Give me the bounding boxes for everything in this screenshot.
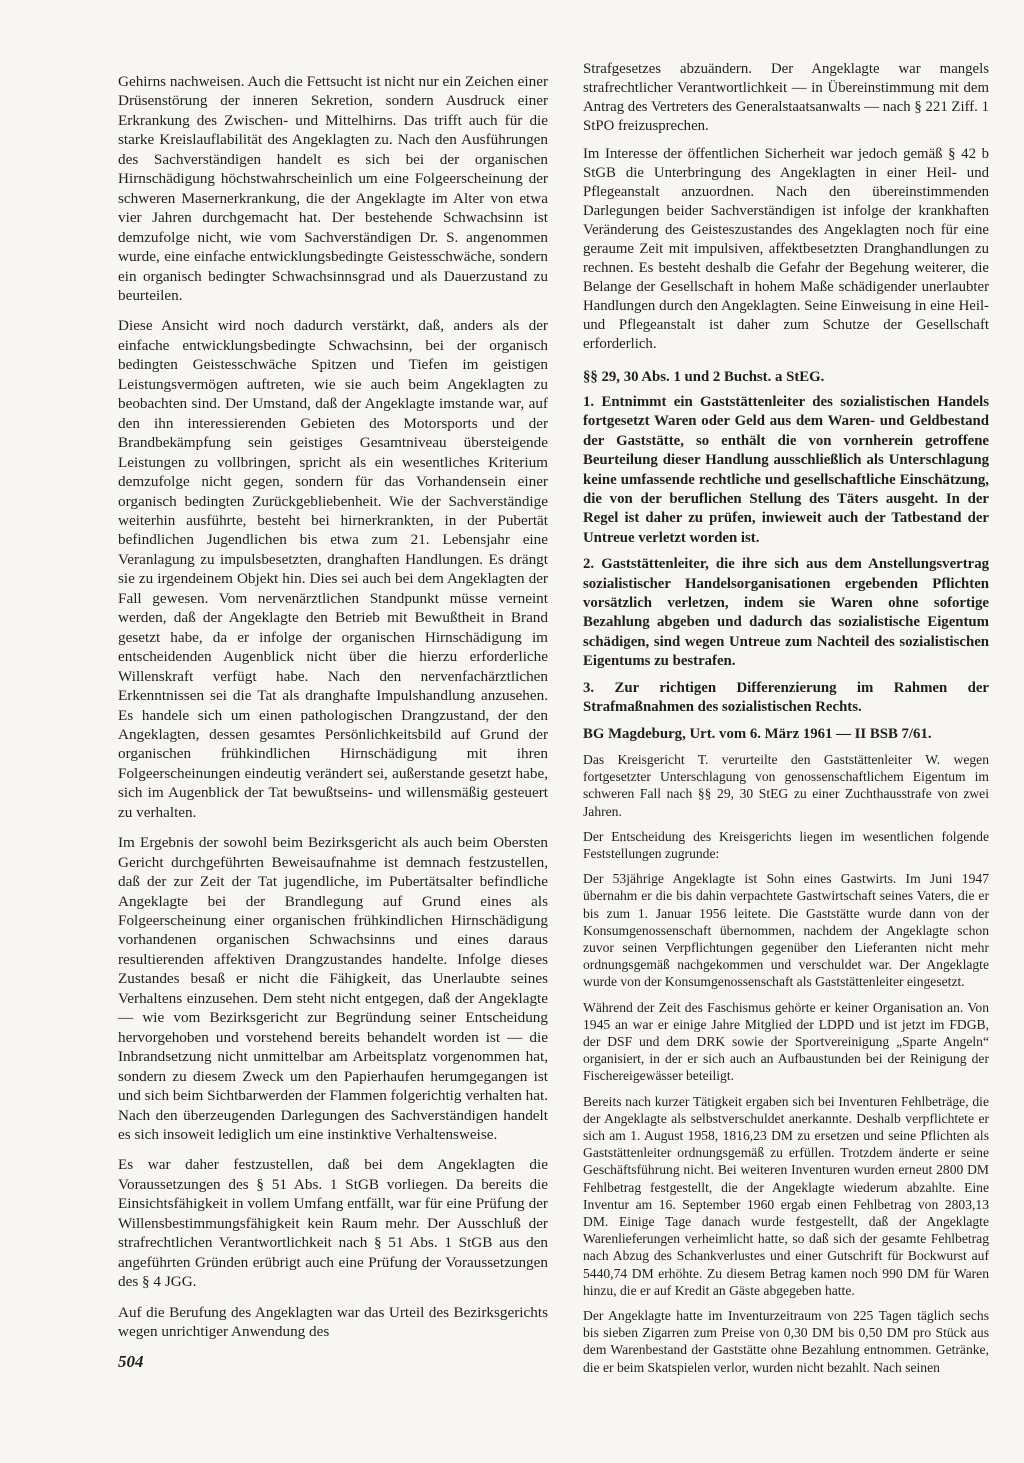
paragraph: Auf die Berufung des Angeklagten war das Urteil des Bezirksgerichts wegen unrichtiger Anwendung des xyxy=(118,1303,548,1341)
headnote: 1. Entnimmt ein Gaststättenleiter des sozialistischen Handels fortgesetzt Waren oder Geld aus dem Waren- und Geldbestand der Gaststätte, so enthält die von vornherein getroffene Beurteilung dieser Handlung ausschließlich als Unterschlagung keine umfassende rechtliche und gesellschaftliche Einschätzung, die von der beruflichen Stellung des Täters ausgeht. In der Regel ist daher zu prüfen, inwieweit auch der Tatbestand der Untreue verletzt worden ist. xyxy=(583,394,989,546)
paragraph: Das Kreisgericht T. verurteilte den Gaststättenleiter W. wegen fortgesetzter Unterschlagung von genossenschaftlichem Eigentum im schweren Fall nach §§ 29, 30 StEG zu einer Zuchthausstrafe von zwei Jahren. xyxy=(583,751,989,819)
paragraph: Der Angeklagte hatte im Inventurzeitraum von 225 Tagen täglich sechs bis sieben Zigarren zum Preise von 0,30 DM bis 0,50 DM pro Stück aus dem Warenbestand der Gaststätte ohne Bezahlung entnommen. Getränke, die er beim Skatspielen verlor, wurden nicht bezahlt. Nach seinen xyxy=(583,1308,989,1375)
paragraph: Während der Zeit des Faschismus gehörte er keiner Organisation an. Von 1945 an war er einige Jahre Mitglied der LDPD und ist jetzt im FDGB, der DSF und dem DRK sowie der Sportvereinigung „Sparte Angeln“ organisiert, in der er sich auch an Aufbaustunden bei der Reinigung der Fischereigewässer beteiligt. xyxy=(583,999,989,1084)
right-column xyxy=(583,60,989,1384)
paragraph: Es war daher festzustellen, daß bei dem Angeklagten die Voraussetzungen des § 51 Abs. 1 StGB vorliegen. Da bereits die Einsichtsfähigkeit in vollem Umfang entfällt, war für eine Prüfung der Willensbestimmungsfähigkeit kein Raum mehr. Der Ausschluß der strafrechtlichen Verantwortlichkeit nach § 51 Abs. 1 StGB aus den angeführten Gründen erübrigt auch eine Prüfung der Voraussetzungen des § 4 JGG. xyxy=(118,1156,548,1291)
paragraph: Diese Ansicht wird noch dadurch verstärkt, daß, anders als der einfache entwicklungsbedingte Schwachsinn, bei der organisch bedingten Geistesschwäche Spitzen und Tiefen im geistigen Leistungsvermögen auftreten, wie sie auch beim Angeklagten zu beobachten sind. Der Umstand, daß der Angeklagte imstande war, auf den ihn interessierenden Gebieten des Motorsports und der Brandbekämpfung sein geistiges Gesamtniveau übersteigende Leistungen zu vollbringen, spricht als ein wesentliches Kriterium demzufolge nicht gegen, sondern für das Vorhandensein einer organisch bedingten Zurückgebliebenheit. Wie der Sachverständige weiterhin ausführte, besteht bei hirnerkrankten, in der Pubertät befindlichen Jugendlichen bis etwa zum 21. Lebensjahr eine Veranlagung zu impulsbesetzten, dranghaften Handlungen. Es drängt sie zu irgendeinem Objekt hin. Dies sei auch bei dem Angeklagten der Fall gewesen. Vom nervenärztlichen Standpunkt müsse verneint werden, daß der Angeklagte den Betrieb mit Bewußtheit in Brand gesetzt habe, da er infolge der organischen Hirnschädigung im entscheidenden Augenblick nicht über die hierzu erforderliche Willenskraft verfügt habe. Nach den nervenfachärztlichen Erkenntnissen sei die Tat als dranghafte Impulshandlung anzusehen. Es handele sich um einen pathologischen Drangzustand, der den Angeklagten, dessen gesamtes Persönlichkeitsbild auf Grund der organischen frühkindlichen Hirnschädigung mit ihren Folgeerscheinungen eindeutig verändert sei, außerstande gesetzt habe, sich im Augenblick der Tat bewußtseins- und willensmäßig gesteuert zu verhalten. xyxy=(118,317,548,821)
paragraph: Bereits nach kurzer Tätigkeit ergaben sich bei Inventuren Fehlbeträge, die der Angeklagte als selbstverschuldet anerkannte. Deshalb verpflichtete er sich am 1. August 1958, 1816,23 DM zu ersetzen und seine Pflichten als Gaststättenleiter ordnungsgemäß zu erfüllen. Trotzdem änderte er seine Geschäftsführung nicht. Bei weiteren Inventuren wurden erneut 2800 DM Fehlbetrag festgestellt, die der Angeklagte wiederum abzahlte. Eine Inventur am 16. September 1960 ergab einen Fehlbetrag von 2803,13 DM. Einige Tage danach wurde festgestellt, daß der Angeklagte Warenlieferungen verheimlicht hatte, so daß sich der gesamte Fehlbetrag nach Abzug des Schankverlustes und einer Gutschrift für Bockwurst auf 5440,74 DM erhöhte. Zu diesem Betrag kamen noch 990 DM für Waren hinzu, die er auf Kredit an Gäste abgegeben hatte. xyxy=(583,1093,989,1298)
headnote: 3. Zur richtigen Differenzierung im Rahmen der Strafmaßnahmen des sozialistischen Rechts. xyxy=(583,679,989,716)
paragraph: Gehirns nachweisen. Auch die Fettsucht ist nicht nur ein Zeichen einer Drüsenstörung der inneren Sekretion, sondern Ausdruck einer Erkrankung des Zwischen- und Mittelhirns. Das trifft auch für die starke Kreislauflabilität des Angeklagten zu. Nach den Ausführungen des Sachverständigen handelt es sich bei der organischen Hirnschädigung höchstwahrscheinlich um eine Folgeerscheinung der schweren Masernerkrankung, die der Angeklagte im Alter von etwa vier Jahren durchgemacht hat. Der bestehende Schwachsinn ist demzufolge nicht, wie vom Sachverständigen Dr. S. angenommen wurde, eine einfache entwicklungsbedingte Geistesschwäche, sondern ein organisch bedingter Schwachsinnsgrad und als Dauerzustand zu beurteilen. xyxy=(118,73,548,304)
page-number: 504 xyxy=(118,1352,144,1371)
paragraph: Im Ergebnis der sowohl beim Bezirksgericht als auch beim Obersten Gericht durchgeführten Beweisaufnahme ist demnach festzustellen, daß der zur Zeit der Tat jugendliche, im Pubertätsalter befindliche Angeklagte bei der Brandlegung auf Grund eines als Folgeerscheinung einer organischen frühkindlichen Hirnschädigung vorhandenen organischen Schwachsinns und eines daraus resultierenden affektiven Drangzustandes handelte. Infolge dieses Zustandes besaß er nicht die Fähigkeit, das Unerlaubte seines Verhaltens einzusehen. Dem steht nicht entgegen, daß der Angeklagte — wie vom Bezirksgericht zur Begründung seiner Entscheidung hervorgehoben und vorstehend bereits behandelt worden ist — die Inbrandsetzung nicht unmittelbar am Arbeitsplatz vorgenommen hat, sondern zu diesem Zweck um den Papierhaufen herumgegangen ist und sich beim Sichtbarwerden der Flammen folgerichtig verhalten hat. Nach den überzeugenden Darlegungen des Sachverständigen handelt es sich insoweit lediglich um eine instinktive Verhaltensweise. xyxy=(118,834,548,1144)
court-reference: BG Magdeburg, Urt. vom 6. März 1961 — II BSB 7/61. xyxy=(583,725,932,742)
statute-heading: §§ 29, 30 Abs. 1 und 2 Buchst. a StEG. xyxy=(583,369,825,385)
paragraph: Strafgesetzes abzuändern. Der Angeklagte war mangels strafrechtlicher Verantwortlichkeit — in Übereinstimmung mit dem Antrag des Vertreters des Generalstaatsanwalts — nach § 221 Ziff. 1 StPO freizusprechen. xyxy=(583,61,989,134)
left-column xyxy=(118,72,548,1353)
paragraph: Im Interesse der öffentlichen Sicherheit war jedoch gemäß § 42 b StGB die Unterbringung des Angeklagten in einer Heil- und Pflegeanstalt anzuordnen. Nach den übereinstimmenden Darlegungen beider Sachverständigen ist infolge der krankhaften Veränderung des Geisteszustandes des Angeklagten noch für eine geraume Zeit mit impulsiven, affektbesetzten Dranghandlungen zu rechnen. Es besteht deshalb die Gefahr der Begehung weiterer, die Belange der Gesellschaft in hohem Maße schädigender unerlaubter Handlungen durch den Angeklagten. Seine Einweisung in eine Heil- und Pflegeanstalt ist daher zum Schutze der Gesellschaft erforderlich. xyxy=(583,146,989,352)
headnote: 2. Gaststättenleiter, die ihre sich aus dem Anstellungsvertrag sozialistischer Handelsorganisationen ergebenden Pflichten vorsätzlich verletzen, indem sie Waren ohne sofortige Bezahlung abgeben und dadurch das sozialistische Eigentum schädigen, sind wegen Untreue zum Nachteil des sozialistischen Eigentums zu bestrafen. xyxy=(583,556,989,670)
paragraph: Der Entscheidung des Kreisgerichts liegen im wesentlichen folgende Feststellungen zugrunde: xyxy=(583,828,989,861)
paragraph: Der 53jährige Angeklagte ist Sohn eines Gastwirts. Im Juni 1947 übernahm er die bis dahin verpachtete Gastwirtschaft seines Vaters, die er bis zum 1. Januar 1956 leitete. Die Gaststätte wurde dann von der Konsumgenossenschaft übernommen, nachdem der Angeklagte schon zuvor seinen Verpflichtungen gegenüber den Lieferanten nicht mehr ordnungsgemäß nachgekommen und verschuldet war. Der Angeklagte wurde von der Konsumgenossenschaft als Gaststättenleiter eingesetzt. xyxy=(583,871,989,990)
